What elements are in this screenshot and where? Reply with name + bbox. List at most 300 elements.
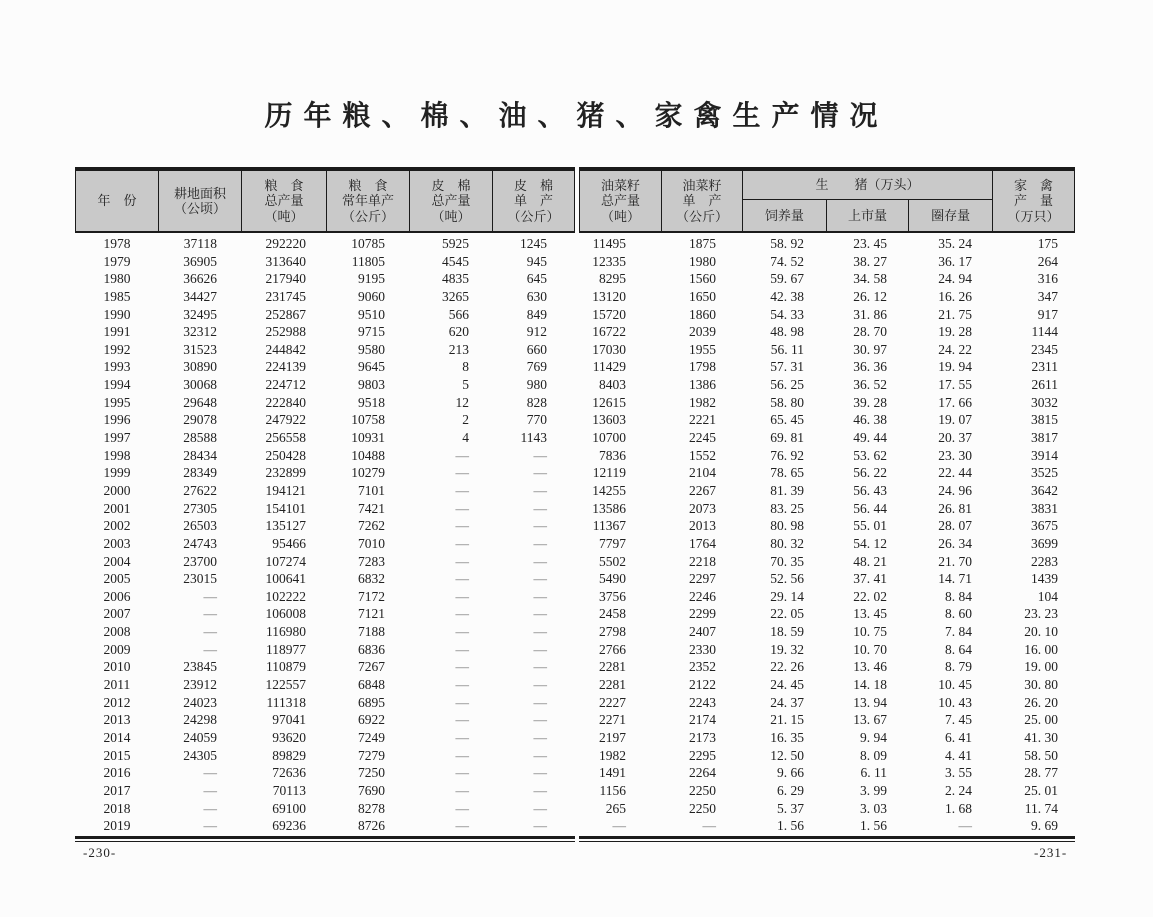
header-cotton-total-line2: 总产量: [431, 193, 471, 209]
header-pigs-marketed: 上市量: [827, 200, 910, 231]
data-value: 14. 71: [938, 571, 972, 587]
header-grain-total-line1: 粮 食: [264, 177, 304, 193]
year-value: 2008: [103, 624, 131, 640]
data-value: 1875: [689, 236, 716, 251]
year-value: 1994: [103, 377, 131, 393]
data-value: 21. 70: [938, 553, 972, 569]
data-value: 116980: [266, 624, 306, 640]
data-value: 10. 43: [938, 694, 972, 710]
data-value: 12335: [592, 253, 626, 269]
year-value: 2011: [103, 677, 131, 693]
data-value: 53. 62: [853, 447, 887, 463]
data-value: 20. 37: [938, 430, 972, 446]
page-title: 历年粮、棉、油、猪、家禽生产情况: [264, 101, 889, 132]
data-value: 1245: [520, 236, 547, 251]
data-value: 13. 46: [853, 659, 887, 675]
data-value: —: [455, 588, 469, 604]
table-row: [75, 323, 1075, 341]
data-value: 7279: [358, 747, 385, 763]
data-value: 2281: [599, 677, 626, 693]
table-row: [75, 376, 1075, 394]
data-value: 26. 12: [853, 288, 887, 304]
table-row: [75, 358, 1075, 376]
table-row: [75, 411, 1075, 429]
table-top-border-left: [75, 167, 575, 171]
data-value: 10758: [351, 412, 385, 428]
data-value: —: [203, 818, 217, 834]
data-value: 2245: [689, 430, 716, 446]
header-land-area: [159, 171, 242, 233]
data-value: 849: [526, 306, 547, 322]
data-value: 1798: [689, 359, 716, 375]
data-value: 9518: [358, 394, 385, 410]
data-value: 194121: [265, 482, 306, 498]
data-value: 8. 64: [945, 641, 972, 657]
data-value: 7010: [358, 535, 385, 551]
data-value: 28349: [183, 465, 217, 481]
data-value: 2. 24: [945, 782, 972, 798]
year-value: 2002: [103, 518, 131, 534]
data-value: 7188: [358, 624, 385, 640]
header-grain-total-line2: 总产量: [264, 193, 304, 209]
data-value: 2267: [689, 482, 716, 498]
data-value: —: [533, 659, 547, 675]
data-value: 59. 67: [770, 271, 804, 287]
data-value: —: [455, 535, 469, 551]
header-grain-yield: [327, 171, 410, 233]
data-value: —: [203, 782, 217, 798]
data-value: 917: [1037, 306, 1058, 322]
data-value: 7267: [358, 659, 385, 675]
data-value: 2299: [689, 606, 716, 622]
data-value: —: [533, 500, 547, 516]
data-value: —: [533, 677, 547, 693]
data-value: 16. 35: [770, 729, 804, 745]
data-value: 27622: [183, 482, 217, 498]
data-value: 14255: [592, 482, 626, 498]
data-value: 23912: [183, 677, 217, 693]
header-rapeseed-total-line1: 油菜籽: [600, 177, 640, 193]
data-value: 7421: [358, 500, 385, 516]
data-value: 110879: [266, 659, 306, 675]
data-value: 1439: [1031, 571, 1058, 587]
data-value: 7690: [358, 782, 385, 798]
data-value: 2122: [689, 677, 716, 693]
data-value: 32495: [183, 306, 217, 322]
data-value: 13. 67: [853, 712, 887, 728]
data-value: 22. 44: [938, 465, 972, 481]
data-value: 65. 45: [770, 412, 804, 428]
data-value: —: [455, 571, 469, 587]
data-value: 2345: [1031, 341, 1058, 357]
data-value: 56. 44: [853, 500, 887, 516]
data-value: 4545: [442, 253, 469, 269]
data-value: 250428: [265, 447, 306, 463]
header-poultry-unit: （万只）: [1007, 208, 1060, 224]
data-value: 78. 65: [770, 465, 804, 481]
data-value: 2611: [1031, 377, 1058, 393]
data-value: 4: [462, 430, 469, 446]
data-value: —: [533, 694, 547, 710]
data-value: 10. 75: [853, 624, 887, 640]
data-value: 217940: [265, 271, 306, 287]
data-value: 38. 27: [853, 253, 887, 269]
data-value: 9. 94: [860, 729, 887, 745]
data-value: 135127: [265, 518, 306, 534]
data-value: 265: [605, 800, 626, 816]
data-value: 74. 52: [770, 253, 804, 269]
data-value: 980: [526, 377, 547, 393]
data-value: —: [455, 482, 469, 498]
data-value: 16. 00: [1024, 641, 1058, 657]
data-value: 24059: [183, 729, 217, 745]
data-value: 24. 96: [938, 482, 972, 498]
data-value: 25. 00: [1024, 712, 1058, 728]
data-value: 2173: [689, 729, 716, 745]
data-value: 2407: [689, 624, 716, 640]
table-row: [75, 800, 1075, 818]
data-value: —: [533, 606, 547, 622]
data-value: 1560: [689, 271, 716, 287]
table-row: [75, 341, 1075, 359]
data-value: 46. 38: [853, 412, 887, 428]
header-cotton-yield-line1: 皮 棉: [513, 177, 553, 193]
data-value: 247922: [265, 412, 306, 428]
data-value: 15720: [592, 306, 626, 322]
table-row: [75, 764, 1075, 782]
data-value: 36905: [183, 253, 217, 269]
data-value: 8. 09: [860, 747, 887, 763]
data-value: 70. 35: [770, 553, 804, 569]
data-value: 10488: [351, 447, 385, 463]
data-value: 2283: [1031, 553, 1058, 569]
header-cotton-total-unit: （吨）: [431, 208, 471, 224]
data-value: 11429: [592, 359, 626, 375]
data-value: —: [455, 500, 469, 516]
data-value: 118977: [266, 641, 306, 657]
data-value: 1955: [689, 341, 716, 357]
data-value: 252867: [265, 306, 306, 322]
data-value: 58. 80: [770, 394, 804, 410]
year-value: 2006: [103, 588, 131, 604]
data-value: —: [455, 606, 469, 622]
data-value: 3265: [442, 288, 469, 304]
data-value: 3. 55: [945, 765, 972, 781]
header-rapeseed-total-line2: 总产量: [600, 193, 640, 209]
data-value: 8278: [358, 800, 385, 816]
header-poultry-line2: 产 量: [1013, 193, 1053, 209]
data-value: —: [533, 588, 547, 604]
data-value: 2218: [689, 553, 716, 569]
table-bottom-border: [75, 836, 1075, 842]
data-value: 630: [526, 288, 547, 304]
data-value: 17030: [592, 341, 626, 357]
data-value: 2073: [689, 500, 716, 516]
data-value: 37118: [183, 236, 217, 251]
data-value: 19. 28: [938, 324, 972, 340]
data-value: 770: [526, 412, 547, 428]
year-value: 2000: [103, 482, 131, 498]
data-value: 2246: [689, 588, 716, 604]
data-value: —: [203, 588, 217, 604]
data-value: 2227: [599, 694, 626, 710]
data-value: 3032: [1031, 394, 1058, 410]
data-value: 175: [1037, 236, 1058, 251]
year-value: 2010: [103, 659, 131, 675]
data-value: 2250: [689, 782, 716, 798]
data-value: 3756: [599, 588, 626, 604]
header-pigs-stock: 圈存量: [931, 207, 971, 223]
data-value: 12. 50: [770, 747, 804, 763]
data-value: 3817: [1031, 430, 1058, 446]
header-pigs-group: [743, 171, 993, 233]
data-value: 1144: [1031, 324, 1058, 340]
data-value: 28. 07: [938, 518, 972, 534]
year-value: 1998: [103, 447, 131, 463]
data-value: 100641: [265, 571, 306, 587]
production-table: [75, 167, 1075, 842]
data-value: 80. 98: [770, 518, 804, 534]
data-value: —: [533, 535, 547, 551]
data-value: 21. 75: [938, 306, 972, 322]
data-value: 19. 07: [938, 412, 972, 428]
data-value: 83. 25: [770, 500, 804, 516]
year-value: 1992: [103, 341, 131, 357]
data-value: 30890: [183, 359, 217, 375]
data-value: 25. 01: [1024, 782, 1058, 798]
data-value: 5502: [599, 553, 626, 569]
data-value: 24. 22: [938, 341, 972, 357]
data-value: 1980: [689, 253, 716, 269]
data-value: 9. 66: [777, 765, 804, 781]
table-row: [75, 729, 1075, 747]
data-value: —: [533, 518, 547, 534]
data-value: 58. 50: [1024, 747, 1058, 763]
data-value: —: [533, 782, 547, 798]
data-value: 17. 66: [938, 394, 972, 410]
data-value: 3815: [1031, 412, 1058, 428]
data-value: 36. 36: [853, 359, 887, 375]
data-value: 4835: [442, 271, 469, 287]
data-value: —: [455, 818, 469, 834]
data-value: —: [203, 624, 217, 640]
table-row: [75, 711, 1075, 729]
data-value: 7250: [358, 765, 385, 781]
data-value: 13586: [592, 500, 626, 516]
data-value: 22. 26: [770, 659, 804, 675]
data-value: 2311: [1031, 359, 1058, 375]
data-value: 76. 92: [770, 447, 804, 463]
data-value: 3699: [1031, 535, 1058, 551]
data-value: 97041: [272, 712, 306, 728]
data-value: 17. 55: [938, 377, 972, 393]
table-top-border-right: [579, 167, 1075, 171]
data-value: 2264: [689, 765, 716, 781]
data-value: 30. 80: [1024, 677, 1058, 693]
data-value: 7262: [358, 518, 385, 534]
data-value: 9510: [358, 306, 385, 322]
data-value: 3. 03: [860, 800, 887, 816]
data-value: 9715: [358, 324, 385, 340]
data-value: 36626: [183, 271, 217, 287]
data-value: 11805: [351, 253, 385, 269]
data-value: —: [455, 782, 469, 798]
data-value: 48. 98: [770, 324, 804, 340]
data-value: 3642: [1031, 482, 1058, 498]
data-value: 34427: [183, 288, 217, 304]
data-value: 9. 69: [1031, 818, 1058, 834]
data-value: 6. 41: [945, 729, 972, 745]
data-value: 9060: [358, 288, 385, 304]
data-value: 645: [526, 271, 547, 287]
data-value: 769: [526, 359, 547, 375]
header-rapeseed-yield-line1: 油菜籽: [682, 177, 722, 193]
data-value: 7836: [599, 447, 626, 463]
data-value: 10931: [351, 430, 385, 446]
table-body: [75, 235, 1075, 835]
data-value: 5925: [442, 236, 469, 251]
data-value: 6. 29: [777, 782, 804, 798]
year-value: 2016: [103, 765, 131, 781]
data-value: 107274: [265, 553, 306, 569]
data-value: 24023: [183, 694, 217, 710]
data-value: —: [455, 518, 469, 534]
data-value: 23845: [183, 659, 217, 675]
data-value: 6. 11: [860, 765, 887, 781]
table-row: [75, 253, 1075, 271]
data-value: 224712: [265, 377, 306, 393]
data-value: —: [455, 465, 469, 481]
data-value: —: [203, 765, 217, 781]
data-value: 69236: [272, 818, 306, 834]
data-value: 222840: [265, 394, 306, 410]
data-value: 1552: [689, 447, 716, 463]
data-value: 89829: [272, 747, 306, 763]
data-value: 102222: [265, 588, 306, 604]
data-value: 5: [462, 377, 469, 393]
table-row: [75, 605, 1075, 623]
year-value: 2014: [103, 729, 131, 745]
data-value: 8295: [599, 271, 626, 287]
data-value: 945: [526, 253, 547, 269]
data-value: 3831: [1031, 500, 1058, 516]
data-value: 39. 28: [853, 394, 887, 410]
table-header-row: [75, 171, 1075, 233]
data-value: 28. 70: [853, 324, 887, 340]
data-value: 54. 33: [770, 306, 804, 322]
data-value: 8403: [599, 377, 626, 393]
data-value: 12615: [592, 394, 626, 410]
table-row: [75, 588, 1075, 606]
data-value: —: [612, 818, 626, 834]
data-value: 57. 31: [770, 359, 804, 375]
data-value: 58. 92: [770, 236, 804, 251]
data-value: 20. 10: [1024, 624, 1058, 640]
data-value: 2243: [689, 694, 716, 710]
year-value: 2007: [103, 606, 131, 622]
data-value: 10700: [592, 430, 626, 446]
year-value: 2015: [103, 747, 131, 763]
data-value: 2295: [689, 747, 716, 763]
data-value: 80. 32: [770, 535, 804, 551]
data-value: 6836: [358, 641, 385, 657]
data-value: 9195: [358, 271, 385, 287]
data-value: 232899: [265, 465, 306, 481]
table-row: [75, 747, 1075, 765]
data-value: 2271: [599, 712, 626, 728]
data-value: 13. 45: [853, 606, 887, 622]
data-value: 2798: [599, 624, 626, 640]
data-value: 70113: [272, 782, 306, 798]
table-row: [75, 517, 1075, 535]
data-value: 24. 37: [770, 694, 804, 710]
data-value: 7797: [599, 535, 626, 551]
data-value: 9803: [358, 377, 385, 393]
header-poultry-line1: 家 禽: [1013, 177, 1053, 193]
data-value: 2104: [689, 465, 716, 481]
table-bottom-border-left: [75, 836, 575, 842]
data-value: 24298: [183, 712, 217, 728]
data-value: 22. 02: [853, 588, 887, 604]
data-value: 912: [526, 324, 547, 340]
data-value: —: [533, 765, 547, 781]
table-row: [75, 270, 1075, 288]
header-rapeseed-yield: [662, 171, 743, 233]
data-value: 48. 21: [853, 553, 887, 569]
data-value: 316: [1037, 271, 1058, 287]
data-value: 26503: [183, 518, 217, 534]
data-value: 244842: [265, 341, 306, 357]
data-value: 2: [462, 412, 469, 428]
data-value: 55. 01: [853, 518, 887, 534]
data-value: 23. 30: [938, 447, 972, 463]
table-row: [75, 235, 1075, 253]
data-value: 24. 45: [770, 677, 804, 693]
data-value: 7172: [358, 588, 385, 604]
data-value: 56. 22: [853, 465, 887, 481]
data-value: —: [455, 800, 469, 816]
data-value: 9580: [358, 341, 385, 357]
data-value: —: [533, 465, 547, 481]
header-land-unit: （公顷）: [173, 201, 226, 216]
data-value: 24. 94: [938, 271, 972, 287]
data-value: 8726: [358, 818, 385, 834]
year-value: 2004: [103, 553, 131, 569]
data-value: 16. 26: [938, 288, 972, 304]
header-grain-yield-line2: 常年单产: [341, 193, 394, 209]
header-grain-total-unit: （吨）: [264, 208, 304, 224]
data-value: 28. 77: [1024, 765, 1058, 781]
header-cotton-total-line1: 皮 棉: [431, 177, 471, 193]
data-value: 313640: [265, 253, 306, 269]
year-value: 2018: [103, 800, 131, 816]
data-value: 23. 23: [1024, 606, 1058, 622]
data-value: —: [533, 482, 547, 498]
year-value: 1995: [103, 394, 131, 410]
data-value: 2297: [689, 571, 716, 587]
data-value: 264: [1037, 253, 1058, 269]
year-value: 2001: [103, 500, 131, 516]
data-value: 24305: [183, 747, 217, 763]
header-land-line1: 耕地面积: [173, 185, 226, 201]
data-value: 41. 30: [1024, 729, 1058, 745]
data-value: 2766: [599, 641, 626, 657]
data-value: 32312: [183, 324, 217, 340]
data-value: 3. 99: [860, 782, 887, 798]
data-value: 1143: [520, 430, 547, 446]
data-value: 10. 70: [853, 641, 887, 657]
data-value: 7249: [358, 729, 385, 745]
